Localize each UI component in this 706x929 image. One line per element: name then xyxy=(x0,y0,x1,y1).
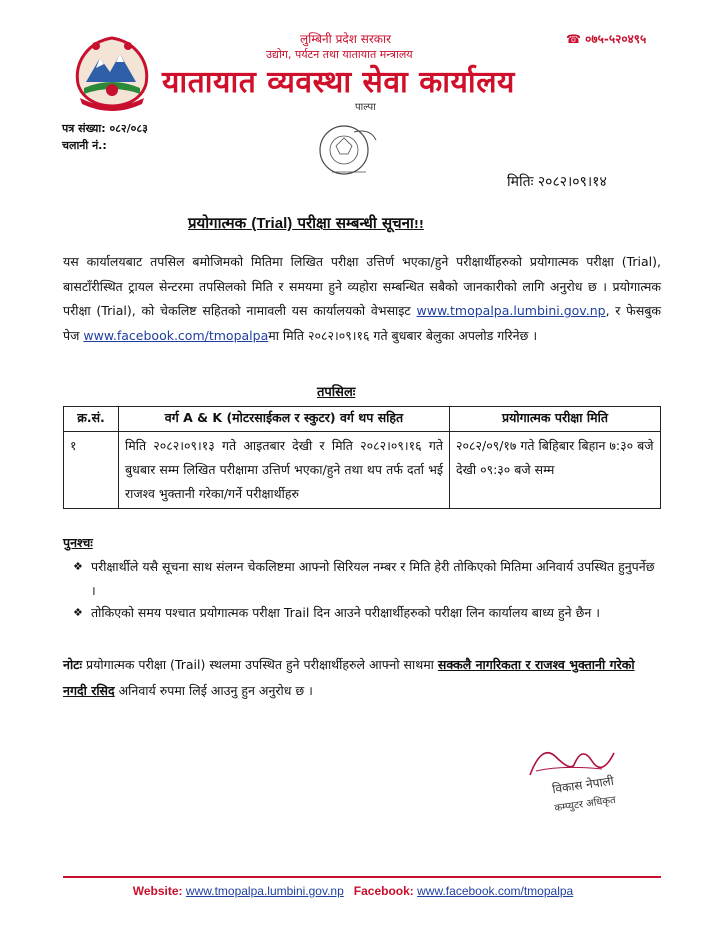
body-text-2: , र फेसबुक पेज xyxy=(63,303,662,343)
footer-website-link[interactable]: www.tmopalpa.lumbini.gov.np xyxy=(185,884,344,898)
note-text: तोकिएको समय पश्चात प्रयोगात्मक परीक्षा Trail दिन आउने परीक्षार्थीहरुको परीक्षा लिन कार्यालय बाध्य हुने छैन । xyxy=(91,605,600,620)
notice-date: मितिः २०८२।०९।१४ xyxy=(507,174,607,190)
schedule-table xyxy=(63,406,661,509)
table-header-row xyxy=(64,407,661,432)
header-category: वर्ग A & K (मोटरसाईकल र स्कुटर) वर्ग थप सहित xyxy=(119,407,450,432)
header-serial: क्र.सं. xyxy=(64,407,119,432)
diamond-bullet-icon: ❖ xyxy=(73,560,83,573)
final-note-text-1: प्रयोगात्मक परीक्षा (Trail) स्थलमा उपस्थित हुने परीक्षार्थीहरुले आफ्नो साथमा xyxy=(86,657,434,672)
phone-number xyxy=(566,30,646,47)
body-text-3: मा मिति २०८२।०९।१६ गते बुधबार बेलुका अपलोड गरिनेछ । xyxy=(268,327,538,343)
office-stamp-icon xyxy=(306,124,388,182)
final-note-label: नोटः xyxy=(63,657,83,672)
title-trial: (Trial) xyxy=(251,215,293,232)
body-text-1: यस कार्यालयबाट तपसिल बमोजिमको मितिमा लिखित परीक्षा उत्तिर्ण भएका/हुने परीक्षार्थीहरुको प्रयोगात्मक परीक्षा (Trial), बासटाँरीस्थित ट्रायल सेन्टरमा तपसिलको मिति र समयमा हुने व्यहोरा सम्बन्धित सबैको जानकारीको लागि अनुरोध छ । प्रयोगात्मक परीक्षा (Trial), को चेकलिष्ट सहितको नामावली यस कार्यालयको वेभसाइट xyxy=(63,254,661,318)
notice-body xyxy=(63,250,661,348)
signatory-name: विकास नेपाली xyxy=(551,773,615,797)
footer-website-label: Website: xyxy=(132,884,183,898)
nepal-emblem-icon xyxy=(66,32,158,112)
letter-number: पत्र संख्या: ०८२/०८३ xyxy=(62,122,148,135)
district-name: पाल्पा xyxy=(355,102,376,113)
footer-facebook-link[interactable]: www.facebook.com/tmopalpa xyxy=(417,884,574,898)
schedule-label: तपसिलः xyxy=(317,385,356,400)
footer xyxy=(0,884,706,898)
final-note-emphasis: सक्कलै नागरिकता र राजश्व भुक्तानी गरेको नगदी रसिद xyxy=(63,657,635,698)
footer-divider xyxy=(63,876,661,878)
phone-value: ०७५-५२०४९५ xyxy=(585,32,647,46)
cell-category: मिति २०८२।०९।१३ गते आइतबार देखी र मिति २०८२।०९।१६ गते बुधबार सम्म लिखित परीक्षामा उत्तिर्ण भएका/हुने तथा थप तर्फ दर्ता भई राजश्व भुक्तानी गरेका/गर्ने परीक्षार्थीहरु xyxy=(119,432,450,509)
website-link[interactable]: www.tmopalpa.lumbini.gov.np xyxy=(416,303,606,318)
note-item xyxy=(73,601,661,625)
footer-facebook-label: Facebook: xyxy=(353,884,414,898)
facebook-link[interactable]: www.facebook.com/tmopalpa xyxy=(83,327,269,343)
final-note-text-2: अनिवार्य रुपमा लिई आउनु हुन अनुरोध छ । xyxy=(118,683,313,698)
title-part2: परीक्षा सम्बन्धी सूचना xyxy=(297,214,414,232)
office-name: यातायात व्यवस्था सेवा कार्यालय xyxy=(162,65,515,100)
final-note xyxy=(63,652,661,704)
postscript-label: पुनश्चः xyxy=(63,535,93,550)
cell-exam-date: २०८२/०९/१७ गते बिहिबार बिहान ७:३० बजे देखी ०९:३० बजे सम्म xyxy=(450,432,661,509)
table-row xyxy=(64,432,661,509)
title-part1: प्रयोगात्मक xyxy=(188,214,247,232)
dispatch-number: चलानी नं.: xyxy=(62,139,107,152)
cell-serial: १ xyxy=(64,432,119,509)
signatory-designation: कम्प्युटर अधिकृत xyxy=(553,794,617,815)
phone-icon: ☎ xyxy=(566,32,581,46)
title-exclaim: !! xyxy=(413,218,424,231)
diamond-bullet-icon: ❖ xyxy=(73,606,83,619)
note-text: परीक्षार्थीले यसै सूचना साथ संलग्न चेकलिष्टमा आफ्नो सिरियल नम्बर र मिति हेरी तोकिएको मितिमा अनिवार्य उपस्थित हुनुपर्नेछ । xyxy=(91,559,655,598)
note-item xyxy=(73,555,661,603)
header-exam-date: प्रयोगात्मक परीक्षा मिति xyxy=(450,407,661,432)
notice-title xyxy=(188,213,424,233)
ministry-name: उद्योग, पर्यटन तथा यातायात मन्त्रालय xyxy=(266,48,413,61)
government-name: लुम्बिनी प्रदेश सरकार xyxy=(300,32,392,46)
